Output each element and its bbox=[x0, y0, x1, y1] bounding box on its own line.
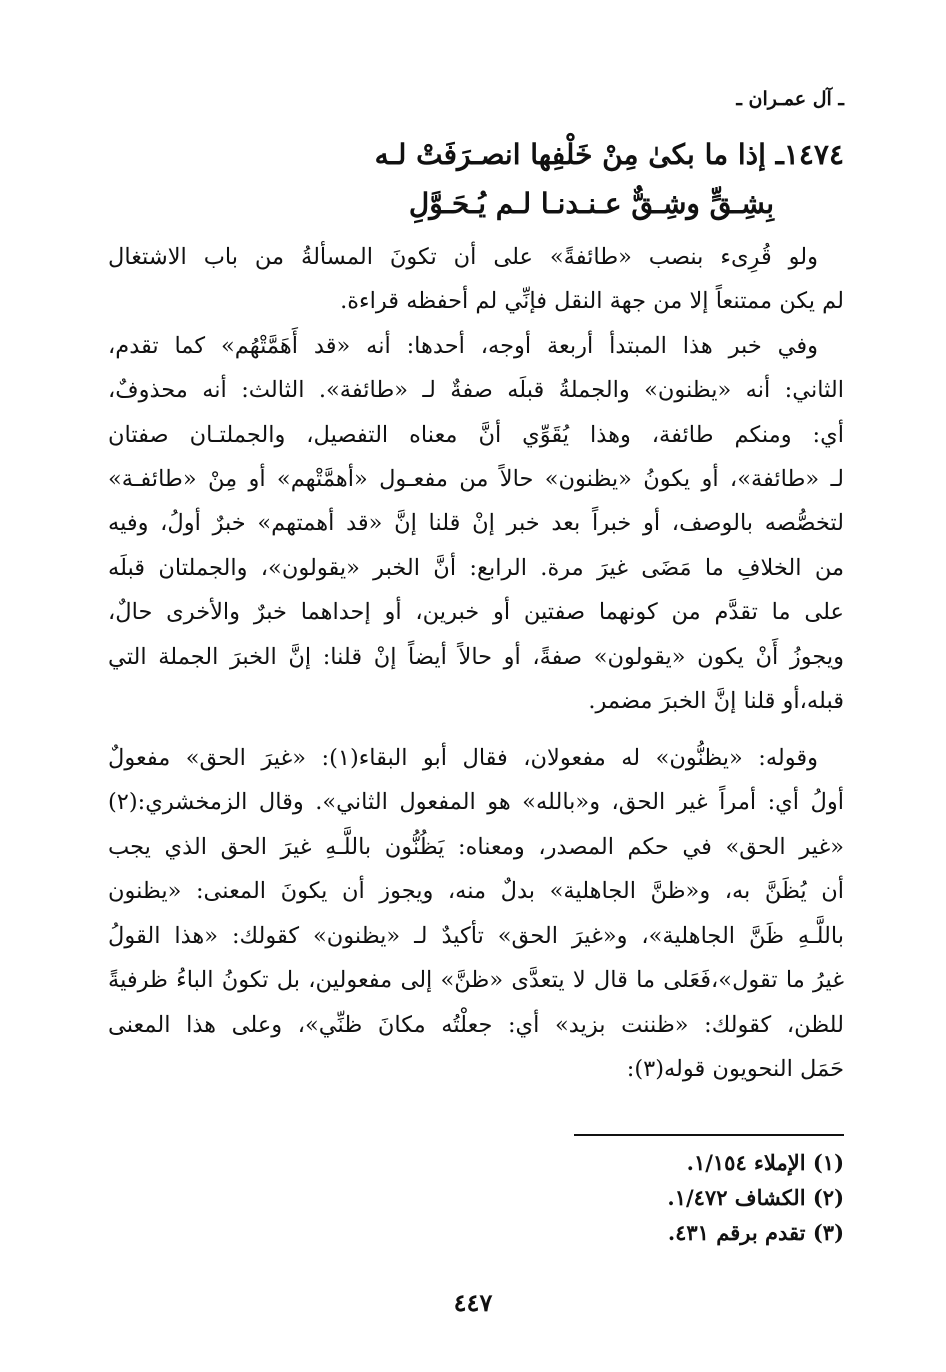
body-line: باللَّـهِ ظَنَّ الجاهلية»، و«غيرَ الحق» تأكيدٌ لـ «يظنون» كقولك: «هذا القولُ bbox=[108, 923, 844, 949]
body-line: على ما تقدَّم من كونهما صفتين أو خبرين، أو إحداهما خبرٌ والأخرى حالٌ، bbox=[108, 599, 844, 625]
body-line: الثاني: أنه «يظنون» والجملةُ قبلَه صفةٌ لـ «طائفة». الثالث: أنه محذوفٌ، bbox=[108, 377, 844, 403]
body-line: وقوله: «يظنُّون» له مفعولان، فقال أبو البقاء(١): «غيرَ الحق» مفعولٌ bbox=[108, 745, 818, 771]
body-line: لتخصُّصه بالوصف، أو خبراً بعد خبر إنْ قلنا إنَّ «قد أهمتهم» خبرٌ أولُ، وفيه bbox=[108, 510, 844, 536]
body-line: أن يُظَنَّ به، و«ظنَّ الجاهلية» بدلٌ منه، ويجوز أن يكونَ المعنى: «يظنون bbox=[108, 878, 844, 904]
footnote-3: (٣) تقدم برقم ٤٣١. bbox=[667, 1220, 844, 1245]
page-number: ٤٤٧ bbox=[453, 1288, 493, 1317]
poem-verse-first-hemistich: ١٤٧٤ـ إذا ما بكىٰ مِنْ خَلْفِها انصـرَفَتْ لـه bbox=[374, 138, 844, 171]
body-line: حَمَل النحويون قوله(٣): bbox=[626, 1056, 844, 1082]
body-line: لـ «طائفة»، أو يكونُ «يظنون» حالاً من مفعـول «أهمَّتْهم» أو مِنْ «طائفـة» bbox=[108, 466, 844, 492]
body-line: أولُ أي: أمراً غير الحق، و«بالله» هو المفعول الثاني». وقال الزمخشري:(٢) bbox=[108, 789, 844, 815]
body-line: من الخلافِ ما مَضَى غيرَ مرة. الرابع: أنَّ الخبر «يقولون»، والجملتان قبلَه bbox=[108, 555, 844, 581]
body-line: للظن، كقولك: «ظننت بزيد» أي: جعلْتُه مكانَ ظنِّي»، وعلى هذا المعنى bbox=[108, 1012, 844, 1038]
poem-verse-second-hemistich: بِشِـقٍّ وشِـقٌّ عـنـدنـا لـم يُـحَـوَّلِ bbox=[408, 187, 774, 220]
body-line: وفي خبر هذا المبتدأ أربعة أوجه، أحدها: أنه «قد أَهَمَّتْهُم» كما تقدم، bbox=[108, 333, 818, 359]
body-line: ويجوزُ أَنْ يكون «يقولون» صفةً، أو حالاً أيضاً إنْ قلنا: إنَّ الخبرَ الجملة التي bbox=[108, 644, 844, 670]
footnote-1: (١) الإملاء ١/١٥٤. bbox=[686, 1150, 844, 1175]
footnote-2: (٢) الكشاف ١/٤٧٢. bbox=[667, 1185, 844, 1210]
body-line: «غير الحق» في حكم المصدر، ومعناه: يَظُنُّون باللَّـهِ غيرَ الحق الذي يجب bbox=[108, 834, 844, 860]
body-line: ولو قُرِىء بنصب «طائفةً» على أن تكونَ المسألةُ من باب الاشتغال bbox=[108, 244, 818, 270]
running-title: ـ آل عمـران ـ bbox=[736, 88, 844, 110]
footnote-separator bbox=[574, 1134, 844, 1136]
body-line: لم يكن ممتنعاً إلا من جهة النقل فإنِّي لم أحفظه قراءة. bbox=[340, 288, 844, 314]
body-line: غيرُ ما تقول»،فَعَلى ما قال لا يتعدَّى «ظنَّ» إلى مفعولين، بل تكونُ الباءُ ظرفيةً bbox=[108, 967, 844, 993]
body-line: قبله،أو قلنا إنَّ الخبرَ مضمر. bbox=[588, 688, 844, 714]
body-line: أي: ومنكم طائفة، وهذا يُقَوِّي أنَّ معناه التفصيل، والجملتـان صفتان bbox=[108, 422, 844, 448]
